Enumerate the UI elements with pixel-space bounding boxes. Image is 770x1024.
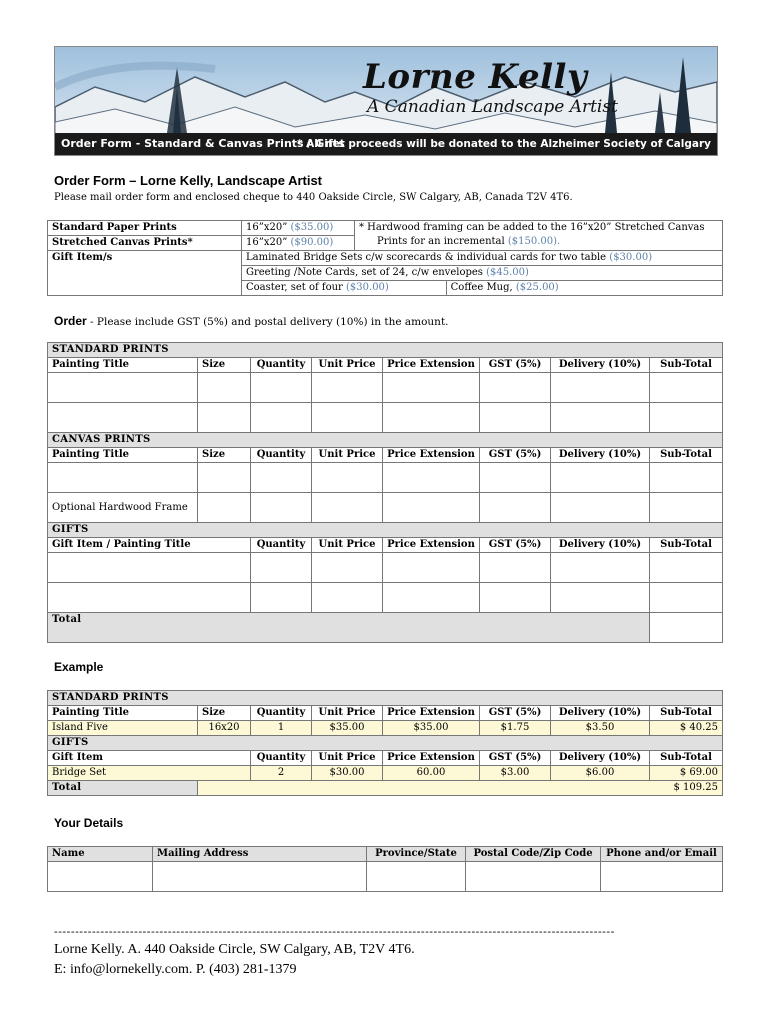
section-gifts: GIFTS <box>48 523 723 538</box>
gift-bridge-sets: Laminated Bridge Sets c/w scorecards & individual cards for two table ($30.00) <box>242 251 723 266</box>
logo-name: Lorne Kelly <box>363 57 588 97</box>
order-instructions: Order - Please include GST (5%) and postal delivery (10%) in the amount. <box>54 314 449 328</box>
standard-row-2[interactable] <box>48 403 723 433</box>
col-delivery: Delivery (10%) <box>551 448 650 463</box>
example-section-standard: STANDARD PRINTS <box>48 691 723 706</box>
example-table: STANDARD PRINTS Painting Title Size Quantity Unit Price Price Extension GST (5%) Delivery (10%) Sub-Total Island Five 16x20 1 $35.00 $35.00 $1.75 $3.50 $ 40.25 GIFTS Gift Item Quantity Unit Price Price Extension GST (5%) Delivery (10%) Sub-Total Bridge Set 2 $30.00 60.00 $3.00 $6.00 $ 69.00 Total $ 109.25 <box>47 690 723 796</box>
banner-bar <box>55 133 717 155</box>
postal-field[interactable] <box>466 862 601 892</box>
ex-col-subtotal: Sub-Total <box>650 706 723 721</box>
example-total-value: $ 109.25 <box>198 781 723 796</box>
ex-col-price-extension: Price Extension <box>383 706 480 721</box>
details-table <box>47 846 723 892</box>
details-col-postal: Postal Code/Zip Code <box>466 847 601 862</box>
canvas-price-cell: 16”x20” ($90.00) <box>242 236 355 251</box>
ex-col-gift-item: Gift Item <box>48 751 251 766</box>
details-col-phone: Phone and/or Email <box>601 847 723 862</box>
example-section-gifts: GIFTS <box>48 736 723 751</box>
example-total-row <box>48 781 723 796</box>
details-col-province: Province/State <box>367 847 466 862</box>
total-value-cell[interactable] <box>650 613 723 643</box>
gift-coaster: Coaster, set of four ($30.00) <box>242 281 447 296</box>
standard-price-cell: 16”x20” ($35.00) <box>242 221 355 236</box>
col-quantity: Quantity <box>251 538 312 553</box>
col-delivery: Delivery (10%) <box>551 358 650 373</box>
example-total-label: Total <box>48 781 198 796</box>
canvas-row-1[interactable] <box>48 463 723 493</box>
divider-dashes: ------------------------------------------------------------------------------------------------------------------------------------- <box>54 925 615 938</box>
col-quantity: Quantity <box>251 448 312 463</box>
gift-note-cards: Greeting /Note Cards, set of 24, c/w envelopes ($45.00) <box>242 266 723 281</box>
col-subtotal: Sub-Total <box>650 358 723 373</box>
col-gst: GST (5%) <box>480 358 551 373</box>
col-gift-title: Gift Item / Painting Title <box>48 538 251 553</box>
col-price-extension: Price Extension <box>383 358 480 373</box>
phone-email-field[interactable] <box>601 862 723 892</box>
col-gst: GST (5%) <box>480 448 551 463</box>
province-field[interactable] <box>367 862 466 892</box>
example-heading: Example <box>54 660 104 674</box>
standard-row-1[interactable] <box>48 373 723 403</box>
banner-bar-donation-note: * All net proceeds will be donated to the Alzheimer Society of Calgary <box>296 138 711 150</box>
col-unit-price: Unit Price <box>312 358 383 373</box>
banner-bar-title: Order Form - Standard & Canvas Prints / Gifts <box>61 137 345 150</box>
example-row-bridge-set: Bridge Set 2 $30.00 60.00 $3.00 $6.00 $ 69.00 <box>48 766 723 781</box>
details-col-address: Mailing Address <box>153 847 367 862</box>
logo-tagline: A Canadian Landscape Artist <box>367 97 618 117</box>
col-subtotal: Sub-Total <box>650 538 723 553</box>
page-title: Order Form – Lorne Kelly, Landscape Artist <box>54 173 323 188</box>
footer-contact: E: info@lornekelly.com. P. (403) 281-1379 <box>54 962 297 977</box>
col-subtotal: Sub-Total <box>650 448 723 463</box>
framing-note: * Hardwood framing can be added to the 16”x20” Stretched Canvas Prints for an incremental ($150.00). <box>355 221 723 251</box>
col-painting-title: Painting Title <box>48 358 198 373</box>
header-banner <box>54 46 718 156</box>
col-size: Size <box>198 448 251 463</box>
canvas-frame-row[interactable] <box>48 493 723 523</box>
gift-label: Gift Item/s <box>48 251 242 296</box>
col-quantity: Quantity <box>251 358 312 373</box>
section-standard-prints: STANDARD PRINTS <box>48 343 723 358</box>
ex-col-gst: GST (5%) <box>480 706 551 721</box>
ex-col-unit-price: Unit Price <box>312 706 383 721</box>
total-label: Total <box>48 613 650 643</box>
section-canvas-prints: CANVAS PRINTS <box>48 433 723 448</box>
standard-label: Standard Paper Prints <box>48 221 242 236</box>
example-row-island-five: Island Five 16x20 1 $35.00 $35.00 $1.75 $3.50 $ 40.25 <box>48 721 723 736</box>
details-col-name: Name <box>48 847 153 862</box>
col-size: Size <box>198 358 251 373</box>
order-table <box>47 342 723 643</box>
details-input-row[interactable] <box>48 862 723 892</box>
mailing-instructions: Please mail order form and enclosed cheque to 440 Oakside Circle, SW Calgary, AB, Canada T2V 4T6. <box>54 192 573 203</box>
canvas-label: Stretched Canvas Prints* <box>48 236 242 251</box>
col-gst: GST (5%) <box>480 538 551 553</box>
ex-col-size: Size <box>198 706 251 721</box>
ex-col-painting-title: Painting Title <box>48 706 198 721</box>
gift-row-1[interactable] <box>48 553 723 583</box>
footer-address: Lorne Kelly. A. 440 Oakside Circle, SW Calgary, AB, T2V 4T6. <box>54 942 415 957</box>
gift-row-2[interactable] <box>48 583 723 613</box>
ex-col-quantity: Quantity <box>251 706 312 721</box>
ex-col-delivery: Delivery (10%) <box>551 706 650 721</box>
details-heading: Your Details <box>54 816 124 830</box>
total-row[interactable] <box>48 613 723 643</box>
optional-frame-label: Optional Hardwood Frame <box>48 493 198 523</box>
col-delivery: Delivery (10%) <box>551 538 650 553</box>
address-field[interactable] <box>153 862 367 892</box>
col-unit-price: Unit Price <box>312 448 383 463</box>
price-list-table <box>47 220 723 296</box>
col-unit-price: Unit Price <box>312 538 383 553</box>
gift-coffee-mug: Coffee Mug, ($25.00) <box>446 281 722 296</box>
col-painting-title: Painting Title <box>48 448 198 463</box>
col-price-extension: Price Extension <box>383 448 480 463</box>
col-price-extension: Price Extension <box>383 538 480 553</box>
name-field[interactable] <box>48 862 153 892</box>
